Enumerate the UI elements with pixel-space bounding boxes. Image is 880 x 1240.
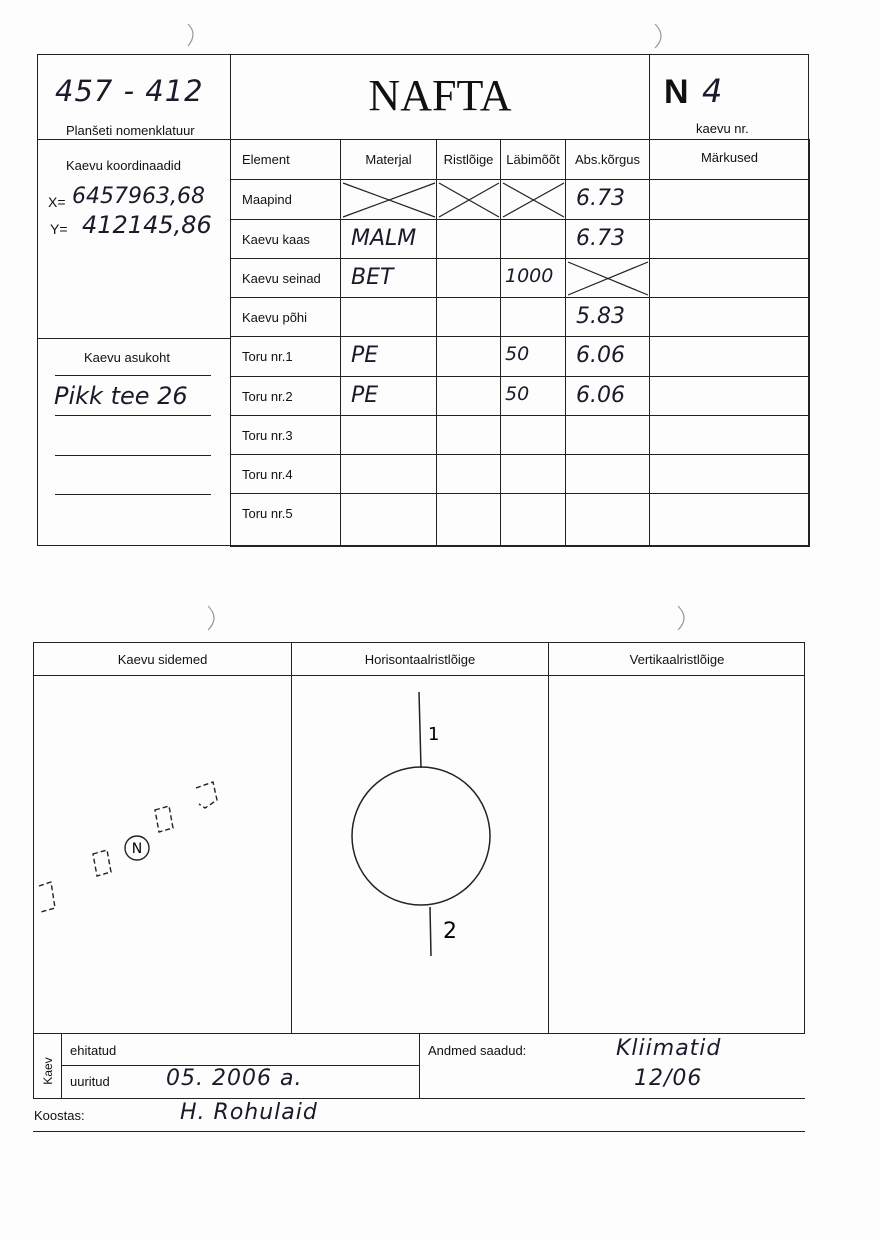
author-value: H. Rohulaid: [180, 1100, 318, 1125]
document-title: NAFTA: [368, 71, 512, 120]
table-cell-material: [340, 336, 437, 377]
table-cell-section: [436, 297, 501, 337]
sketch-header-vertical: Vertikaalristlõige: [629, 652, 725, 667]
table-row-value: BET: [351, 265, 394, 290]
table-cell-material: [340, 219, 437, 259]
table-cell-elevation: [565, 219, 650, 259]
table-cell-material: [340, 454, 437, 494]
well-number-prefix: N: [664, 73, 689, 111]
table-row-label: Toru nr.2: [242, 389, 293, 404]
table-cell-section: [436, 258, 501, 298]
table-row-value: 6.73: [576, 226, 625, 251]
table-cell-element: [230, 415, 341, 455]
table-row-label: Toru nr.4: [242, 467, 293, 482]
table-row-label: Kaevu põhi: [242, 310, 308, 325]
table-row-value: PE: [351, 343, 379, 368]
table-header-label: Element: [242, 152, 290, 167]
table-cell-elevation: [565, 376, 650, 416]
table-cell-diameter: [500, 258, 566, 298]
table-row-value: PE: [351, 383, 379, 408]
table-cell-element: [230, 336, 341, 377]
table-row-label: Toru nr.3: [242, 428, 293, 443]
table-cell-diameter: [500, 179, 566, 220]
table-row-label: Kaevu kaas: [242, 232, 310, 247]
table-cell-diameter: [500, 297, 566, 337]
table-cell-element: [230, 258, 341, 298]
coordinates-label: Kaevu koordinaadid: [66, 158, 181, 173]
table-cell-elevation: [565, 297, 650, 337]
y-coordinate-value: 412145,86: [82, 211, 212, 239]
table-cell-elevation: [565, 179, 650, 220]
table-row-value: 6.06: [576, 343, 625, 368]
table-row-label: Maapind: [242, 192, 292, 207]
table-row-value: 50: [505, 383, 530, 405]
table-cell-material: [340, 415, 437, 455]
table-cell-material: [340, 493, 437, 547]
nomenclature-label: Planšeti nomenklatuur: [66, 123, 195, 138]
x-label: X=: [48, 194, 66, 210]
well-number-label: kaevu nr.: [696, 121, 749, 136]
table-row-label: Toru nr.1: [242, 349, 293, 364]
table-cell-diameter: [500, 454, 566, 494]
table-header-cell: [500, 139, 566, 180]
table-row-value: 6.06: [576, 383, 625, 408]
table-row-value: 6.73: [576, 186, 625, 211]
table-cell-notes: [649, 297, 810, 337]
table-cell-elevation: [565, 454, 650, 494]
table-cell-notes: [649, 179, 810, 220]
table-cell-material: [340, 179, 437, 220]
table-cell-element: [230, 493, 341, 547]
cross-mark-icon: [566, 259, 650, 298]
pipe-1-label: 1: [428, 724, 440, 745]
well-side-label: Kaev: [41, 1057, 55, 1085]
table-row-label: Kaevu seinad: [242, 271, 321, 286]
table-cell-elevation: [565, 415, 650, 455]
x-coordinate-value: 6457963,68: [72, 184, 205, 209]
pipe-2-label: 2: [443, 919, 457, 944]
well-number-value: 4: [702, 72, 724, 110]
surveyed-value: 05. 2006 a.: [166, 1066, 303, 1091]
table-header-cell: [565, 139, 650, 180]
table-row-value: MALM: [351, 226, 417, 251]
table-cell-section: [436, 219, 501, 259]
cross-mark-icon: [501, 180, 566, 220]
table-cell-material: [340, 376, 437, 416]
connections-sketch: [33, 676, 293, 1036]
sketch-header-horizontal: Horisontaalristlõige: [364, 652, 476, 667]
table-header-cell: [649, 139, 810, 180]
table-row-label: Toru nr.5: [242, 506, 293, 521]
table-cell-section: [436, 415, 501, 455]
table-row-value: 50: [505, 343, 530, 365]
table-header-label: Materjal: [365, 152, 412, 167]
location-value: Pikk tee 26: [54, 382, 188, 410]
table-cell-element: [230, 376, 341, 416]
table-cell-diameter: [500, 415, 566, 455]
y-label: Y=: [50, 221, 68, 237]
table-cell-material: [340, 258, 437, 298]
table-row-value: 1000: [505, 265, 554, 287]
built-label: ehitatud: [70, 1043, 117, 1058]
data-source-date: 12/06: [634, 1066, 703, 1091]
data-source-label: Andmed saadud:: [428, 1043, 527, 1058]
data-source-value: Kliimatid: [616, 1036, 722, 1061]
table-cell-section: [436, 493, 501, 547]
well-marker: N: [131, 841, 143, 857]
table-cell-element: [230, 297, 341, 337]
table-cell-material: [340, 297, 437, 337]
table-cell-diameter: [500, 219, 566, 259]
table-cell-elevation: [565, 493, 650, 547]
table-cell-diameter: [500, 493, 566, 547]
table-cell-notes: [649, 376, 810, 416]
table-cell-notes: [649, 454, 810, 494]
location-label: Kaevu asukoht: [84, 350, 171, 365]
table-header-cell: [340, 139, 437, 180]
table-cell-section: [436, 454, 501, 494]
table-header-label: Läbimõõt: [506, 152, 560, 167]
table-cell-notes: [649, 219, 810, 259]
table-cell-notes: [649, 336, 810, 377]
author-label: Koostas:: [34, 1108, 85, 1123]
cross-mark-icon: [341, 180, 437, 220]
nomenclature-value: 457 - 412: [55, 74, 204, 108]
table-cell-notes: [649, 258, 810, 298]
sketch-header-connections: Kaevu sidemed: [117, 652, 208, 667]
table-cell-diameter: [500, 336, 566, 377]
surveyed-label: uuritud: [70, 1074, 110, 1089]
table-cell-element: [230, 179, 341, 220]
table-cell-element: [230, 219, 341, 259]
table-cell-section: [436, 376, 501, 416]
table-cell-notes: [649, 493, 810, 547]
table-cell-element: [230, 454, 341, 494]
table-cell-section: [436, 336, 501, 377]
table-header-cell: [230, 139, 341, 180]
table-row-value: 5.83: [576, 304, 625, 329]
table-header-cell: [436, 139, 501, 180]
table-cell-elevation: [565, 336, 650, 377]
table-header-label: Ristlõige: [443, 152, 494, 167]
table-header-label: Märkused: [700, 150, 759, 165]
table-cell-section: [436, 179, 501, 220]
cross-mark-icon: [437, 180, 501, 220]
table-cell-notes: [649, 415, 810, 455]
horizontal-section-sketch: [291, 676, 551, 1036]
table-cell-diameter: [500, 376, 566, 416]
table-cell-elevation: [565, 258, 650, 298]
table-header-label: Abs.kõrgus: [574, 152, 641, 167]
